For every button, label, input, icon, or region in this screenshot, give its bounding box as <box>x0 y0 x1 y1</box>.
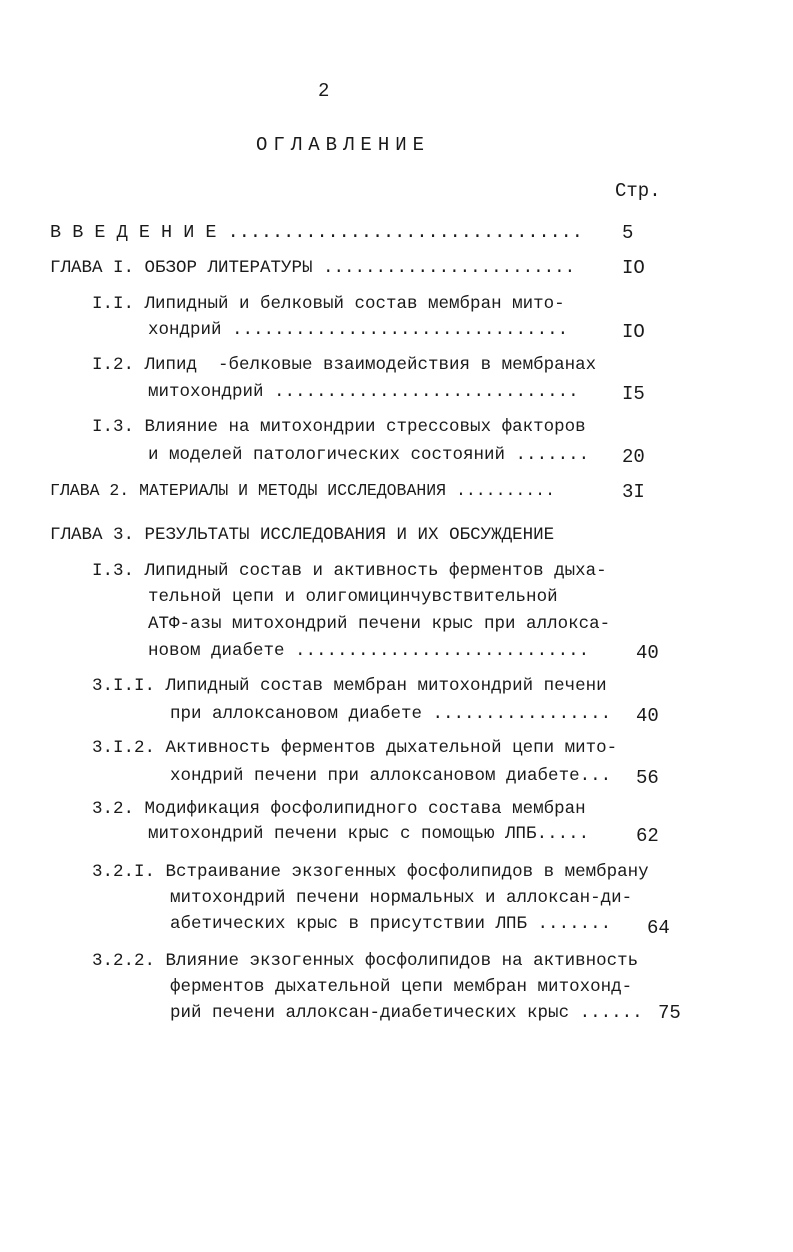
toc-page-number: IO <box>622 321 645 343</box>
page-title: ОГЛАВЛЕНИЕ <box>256 134 431 156</box>
toc-page-number: I5 <box>622 383 645 405</box>
toc-page-number: 40 <box>636 705 659 727</box>
toc-entry-section-1-1-cont: хондрий ................................ <box>148 320 569 340</box>
toc-entry-section-3-1-cont: АТФ-азы митохондрий печени крыс при аллокса- <box>148 614 611 634</box>
toc-entry-section-1-2-cont: митохондрий ............................. <box>148 382 579 402</box>
toc-entry-chapter-1: ГЛАВА I. ОБЗОР ЛИТЕРАТУРЫ ........................ <box>50 258 576 278</box>
toc-entry-section-1-3-cont: и моделей патологических состояний ....... <box>148 445 590 465</box>
toc-entry-subsection-3-2-1-cont: митохондрий печени нормальных и аллоксан-ди- <box>170 888 633 908</box>
toc-page-number: IO <box>622 257 645 279</box>
toc-entry-subsection-3-2-2: 3.2.2. Влияние экзогенных фосфолипидов на активность <box>92 951 639 971</box>
toc-page-number: 40 <box>636 642 659 664</box>
toc-entry-subsection-3-2-1-cont: абетических крыс в присутствии ЛПБ ....... <box>170 914 612 934</box>
toc-entry-subsection-3-2-1: 3.2.I. Встраивание экзогенных фосфолипидов в мембрану <box>92 862 649 882</box>
toc-page-number: 20 <box>622 446 645 468</box>
toc-page-number: 5 <box>622 222 634 244</box>
toc-page-number: 56 <box>636 767 659 789</box>
toc-entry-subsection-3-2-2-cont: рий печени аллоксан-диабетических крыс ...... <box>170 1003 643 1023</box>
toc-entry-section-3-1-cont: новом диабете ............................ <box>148 641 590 661</box>
toc-entry-section-3-1-cont: тельной цепи и олигомицинчувствительной <box>148 587 558 607</box>
toc-entry-section-1-2: I.2. Липид -белковые взаимодействия в мембранах <box>92 355 597 375</box>
toc-entry-chapter-2: ГЛАВА 2. МАТЕРИАЛЫ И МЕТОДЫ ИССЛЕДОВАНИЯ .......... <box>50 481 555 500</box>
toc-entry-section-3-2: 3.2. Модификация фосфолипидного состава мембран <box>92 799 586 819</box>
toc-page-number: 62 <box>636 825 659 847</box>
toc-entry-chapter-3: ГЛАВА 3. РЕЗУЛЬТАТЫ ИССЛЕДОВАНИЯ И ИХ ОБСУЖДЕНИЕ <box>50 525 555 545</box>
toc-entry-section-1-1: I.I. Липидный и белковый состав мембран мито- <box>92 294 565 314</box>
toc-page-number: 64 <box>647 917 670 939</box>
toc-entry-subsection-3-1-1-cont: при аллоксановом диабете ................. <box>170 704 612 724</box>
toc-entry-subsection-3-2-2-cont: ферментов дыхательной цепи мембран митохонд- <box>170 977 633 997</box>
toc-page-number: 75 <box>658 1002 681 1024</box>
toc-entry-section-1-3: I.3. Влияние на митохондрии стрессовых факторов <box>92 417 586 437</box>
toc-entry-section-3-2-cont: митохондрий печени крыс с помощью ЛПБ..... <box>148 824 590 844</box>
toc-entry-section-3-1: I.3. Липидный состав и активность ферментов дыха- <box>92 561 607 581</box>
toc-entry-subsection-3-1-1: 3.I.I. Липидный состав мембран митохондрий печени <box>92 676 607 696</box>
toc-entry-introduction: В В Е Д Е Н И Е ................................ <box>50 222 583 243</box>
toc-page-number: 3I <box>622 481 645 503</box>
toc-entry-subsection-3-1-2: 3.I.2. Активность ферментов дыхательной цепи мито- <box>92 738 618 758</box>
page-column-header: Стр. <box>615 180 661 202</box>
toc-entry-subsection-3-1-2-cont: хондрий печени при аллоксановом диабете... <box>170 766 612 786</box>
page-number: 2 <box>318 80 330 102</box>
